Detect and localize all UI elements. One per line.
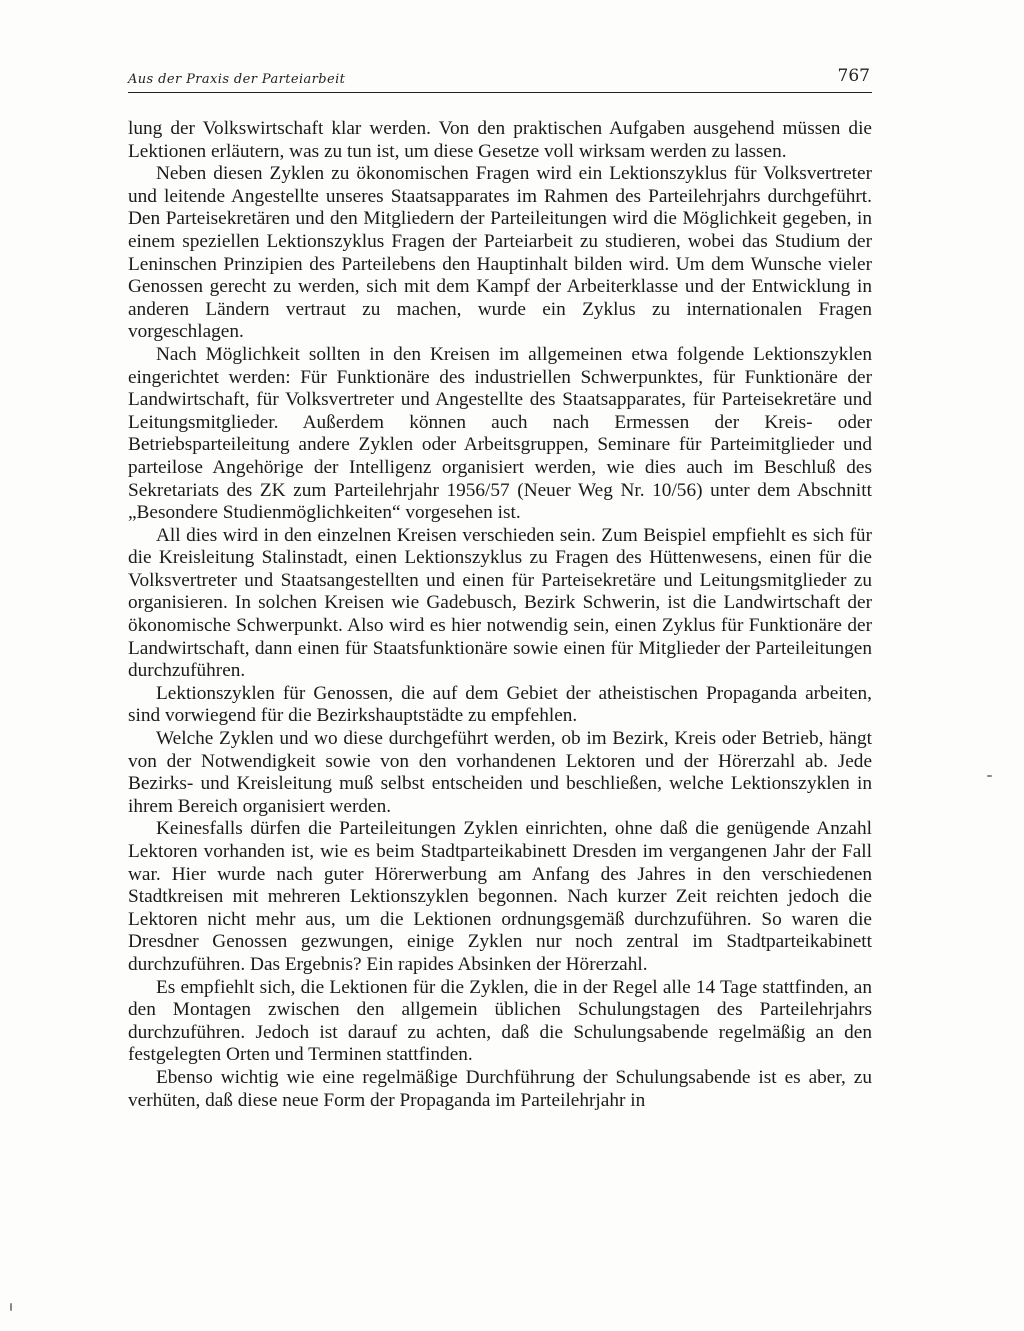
running-header <box>128 66 872 93</box>
paragraph-beispiele-kreise: All dies wird in den einzelnen Kreisen verschieden sein. Zum Beispiel empfiehlt es sich für die Kreisleitung Stalinstadt, einen Lektionszyklus zu Fragen des Hüttenwesens, einen für die Volksvertreter und Staatsangestellten und einen für Parteisekretäre und Leitungsmitglieder zu organisieren. In solchen Kreisen wie Gadebusch, Bezirk Schwerin, ist die Landwirtschaft der ökonomische Schwerpunkt. Also wird es hier notwendig sein, einen Zyklus für Funktionäre der Landwirtschaft, dann einen für Staatsfunktionäre sowie einen für Mitglieder der Parteileitungen durchzuführen. <box>128 524 872 682</box>
paragraph-montage: Es empfiehlt sich, die Lektionen für die Zyklen, die in der Regel alle 14 Tage stattfinden, an den Montagen zwischen den allgemein üblichen Schulungstagen des Parteilehrjahrs durchzuführen. Jedoch ist darauf zu achten, daß die Schulungsabende regelmäßig an den festgelegten Orten und Terminen stattfinden. <box>128 976 872 1066</box>
running-title: Aus der Praxis der Parteiarbeit <box>128 72 346 87</box>
page-number: 767 <box>837 66 870 86</box>
paragraph-continuation: lung der Volkswirtschaft klar werden. Von den praktischen Aufgaben ausgehend müssen die Lektionen erläutern, was zu tun ist, um diese Gesetze voll wirksam werden zu lassen. <box>128 118 872 162</box>
paragraph-lektionszyklen-kreise: Nach Möglichkeit sollten in den Kreisen im allgemeinen etwa folgende Lektionszyklen eingerichtet werden: Für Funktionäre des industriellen Schwerpunktes, für Funktionäre der Landwirtschaft, für Volksvertreter und Angestellte des Staatsapparates, für Parteisekretäre und Leitungsmitglieder. Außerdem können auch nach Ermessen der Kreis- oder Betriebsparteileitung andere Zyklen oder Arbeitsgruppen, Seminare für Parteimitglieder und parteilose Angehörige der Intelligenz organisiert werden, wie dies auch im Beschluß des Sekretariats des ZK zum Parteilehrjahr 1956/57 (Neuer Weg Nr. 10/56) unter dem Abschnitt „Besondere Studienmöglichkeiten“ vorgesehen ist. <box>128 343 872 524</box>
body-text <box>128 118 872 1112</box>
paragraph-ebenso-wichtig: Ebenso wichtig wie eine regelmäßige Durchführung der Schulungsabende ist es aber, zu verhüten, daß diese neue Form der Propaganda im Parteilehrjahr in <box>128 1066 872 1111</box>
scan-speck <box>987 775 992 777</box>
paragraph-keinesfalls: Keinesfalls dürfen die Parteileitungen Zyklen einrichten, ohne daß die genügende Anzahl Lektoren vorhanden ist, wie es beim Stadtparteikabinett Dresden im vergangenen Jahr der Fall war. Hier wurde nach guter Hörerwerbung am Anfang des Jahres in den verschiedenen Stadtkreisen mit mehreren Lektionszyklen begonnen. Nach kurzer Zeit reichten jedoch die Lektoren nicht mehr aus, um die Lektionen ordnungsgemäß durchzuführen. So waren die Dresdner Genossen gezwungen, einige Zyklen nur noch zentral im Stadtparteikabinett durchzuführen. Das Ergebnis? Ein rapides Absinken der Hörerzahl. <box>128 818 872 975</box>
paragraph-lektionszyklus-volksvertreter: Neben diesen Zyklen zu ökonomischen Fragen wird ein Lektionszyklus für Volksvertreter und leitende Angestellte unseres Staatsapparates im Rahmen des Parteilehrjahrs durchgeführt. Den Parteisekretären und den Mitgliedern der Parteileitungen wird die Möglichkeit gegeben, in einem speziellen Lektionszyklus Fragen der Parteiarbeit zu studieren, wobei das Studium der Leninschen Prinzipien des Parteilebens den Hauptinhalt bilden wird. Um dem Wunsche vieler Genossen gerecht zu werden, sich mit dem Kampf der Arbeiterklasse und der Entwicklung in anderen Ländern vertraut zu machen, wurde ein Zyklus zu internationalen Fragen vorgeschlagen. <box>128 163 872 343</box>
scan-speck <box>10 1303 12 1311</box>
paragraph-atheistische-propaganda: Lektionszyklen für Genossen, die auf dem Gebiet der atheistischen Propaganda arbeiten, sind vorwiegend für die Bezirkshauptstädte zu empfehlen. <box>128 682 872 727</box>
paragraph-welche-zyklen: Welche Zyklen und wo diese durchgeführt werden, ob im Bezirk, Kreis oder Betrieb, hängt von der Notwendigkeit sowie von den vorhandenen Lektoren und der Hörerzahl ab. Jede Bezirks- und Kreisleitung muß selbst entscheiden und beschließen, welche Lektionszyklen in ihrem Bereich organisiert werden. <box>128 728 872 817</box>
